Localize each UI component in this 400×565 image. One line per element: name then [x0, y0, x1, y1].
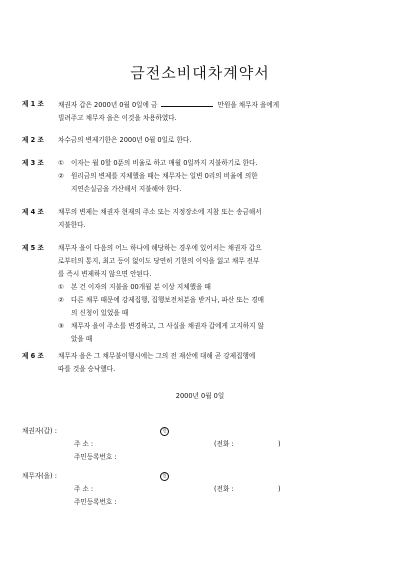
- article-number: 제 5 조: [22, 244, 44, 252]
- phone-close: ): [278, 485, 281, 493]
- article-clause: [58, 320, 378, 346]
- debtor-address-row: [22, 483, 378, 496]
- clause-marker: ①: [58, 283, 64, 291]
- creditor-label: 채권자(갑) :: [22, 427, 57, 435]
- article-line: 차수금의 변제기한은 2000년 0월 0일로 한다.: [58, 136, 192, 144]
- phone-label: (전화 :: [214, 485, 234, 493]
- creditor-block: [22, 425, 378, 464]
- article-line: 따를 것을 승낙했다.: [58, 365, 116, 373]
- address-label: 주 소 :: [74, 485, 94, 493]
- phone-close: ): [278, 440, 281, 448]
- article-number: 제 4 조: [22, 208, 44, 216]
- clause-line: 지연손실금을 가산해서 지불해야 한다.: [71, 185, 182, 193]
- article-number: 제 6 조: [22, 352, 44, 360]
- article-4: [22, 206, 378, 232]
- article-line: 채무자 을은 그 채무불이행시에는 그의 전 재산에 대해 곧 강제집행에: [58, 352, 256, 360]
- clause-line: 의 신청이 있었을 때: [71, 309, 129, 317]
- creditor-id-row: [22, 451, 378, 464]
- article-clause: [58, 294, 378, 320]
- article-5: [22, 242, 378, 346]
- clause-marker: ①: [58, 159, 64, 167]
- clause-line: 본 건 이자의 지불을 00개월 분 이상 지체했을 때: [71, 283, 211, 291]
- article-line: 만원을 채무자 을에게: [217, 101, 280, 109]
- article-line: 를 즉시 변제하지 않으면 안된다.: [58, 270, 152, 278]
- article-3: [22, 157, 378, 196]
- amount-blank: [161, 98, 213, 107]
- article-clause: [58, 157, 378, 170]
- article-2: [22, 134, 378, 147]
- article-line: 채무의 변제는 채권자 현재의 주소 또는 지정장소에 지참 또는 송금해서: [58, 208, 262, 216]
- article-line: 채무자 을이 다음의 어느 하나에 해당하는 경우에 있어서는 채권자 갑으: [58, 244, 262, 252]
- creditor-row: [22, 425, 378, 438]
- clause-line: 채무자 을이 주소를 변경하고, 그 사실을 채권자 갑에게 고지하지 않: [71, 322, 264, 330]
- creditor-address-row: [22, 438, 378, 451]
- id-number-label: 주민등록번호 :: [74, 453, 117, 461]
- article-line: 빌려주고 채무자 을은 이것을 차용하였다.: [58, 114, 177, 122]
- debtor-row: [22, 470, 378, 483]
- clause-marker: ②: [58, 172, 64, 180]
- article-number: 제 2 조: [22, 136, 44, 144]
- address-label: 주 소 :: [74, 440, 94, 448]
- seal-mark: 인: [160, 472, 169, 481]
- article-text: [58, 98, 378, 112]
- article-clause: [58, 281, 378, 294]
- document-title: 금전소비대차계약서: [130, 64, 270, 82]
- seal-mark: 인: [160, 427, 169, 436]
- clause-marker: ②: [58, 296, 64, 304]
- article-line: 지불한다.: [58, 221, 86, 229]
- debtor-block: [22, 470, 378, 509]
- clause-line: 원리금의 변제를 지체했을 때는 채무자는 일변 0리의 비율에 의한: [71, 172, 258, 180]
- clause-line: 다른 채무 때문에 강제집행, 집행보전처분을 받거나, 파산 또는 경매: [71, 296, 264, 304]
- clause-line: 았을 때: [71, 335, 93, 343]
- article-6: [22, 350, 378, 376]
- article-clause: [58, 170, 378, 196]
- article-1: [22, 98, 378, 125]
- id-number-label: 주민등록번호 :: [74, 498, 117, 506]
- article-line: 로부터의 통지, 최고 등이 없이도 당연히 기한의 이익을 잃고 채무 전부: [58, 257, 260, 265]
- debtor-id-row: [22, 496, 378, 509]
- article-number: 제 1 조: [22, 100, 44, 108]
- clause-marker: ③: [58, 322, 64, 330]
- article-number: 제 3 조: [22, 159, 44, 167]
- contract-date: 2000년 0월 0일: [175, 392, 225, 400]
- debtor-label: 채무자(을) :: [22, 472, 57, 480]
- clause-line: 이자는 월 0할 0푼의 비율로 하고 매월 0일까지 지불하기로 한다.: [71, 159, 258, 167]
- phone-label: (전화 :: [214, 440, 234, 448]
- article-line: 채권자 갑은 2000년 0월 0일에 금: [58, 101, 158, 109]
